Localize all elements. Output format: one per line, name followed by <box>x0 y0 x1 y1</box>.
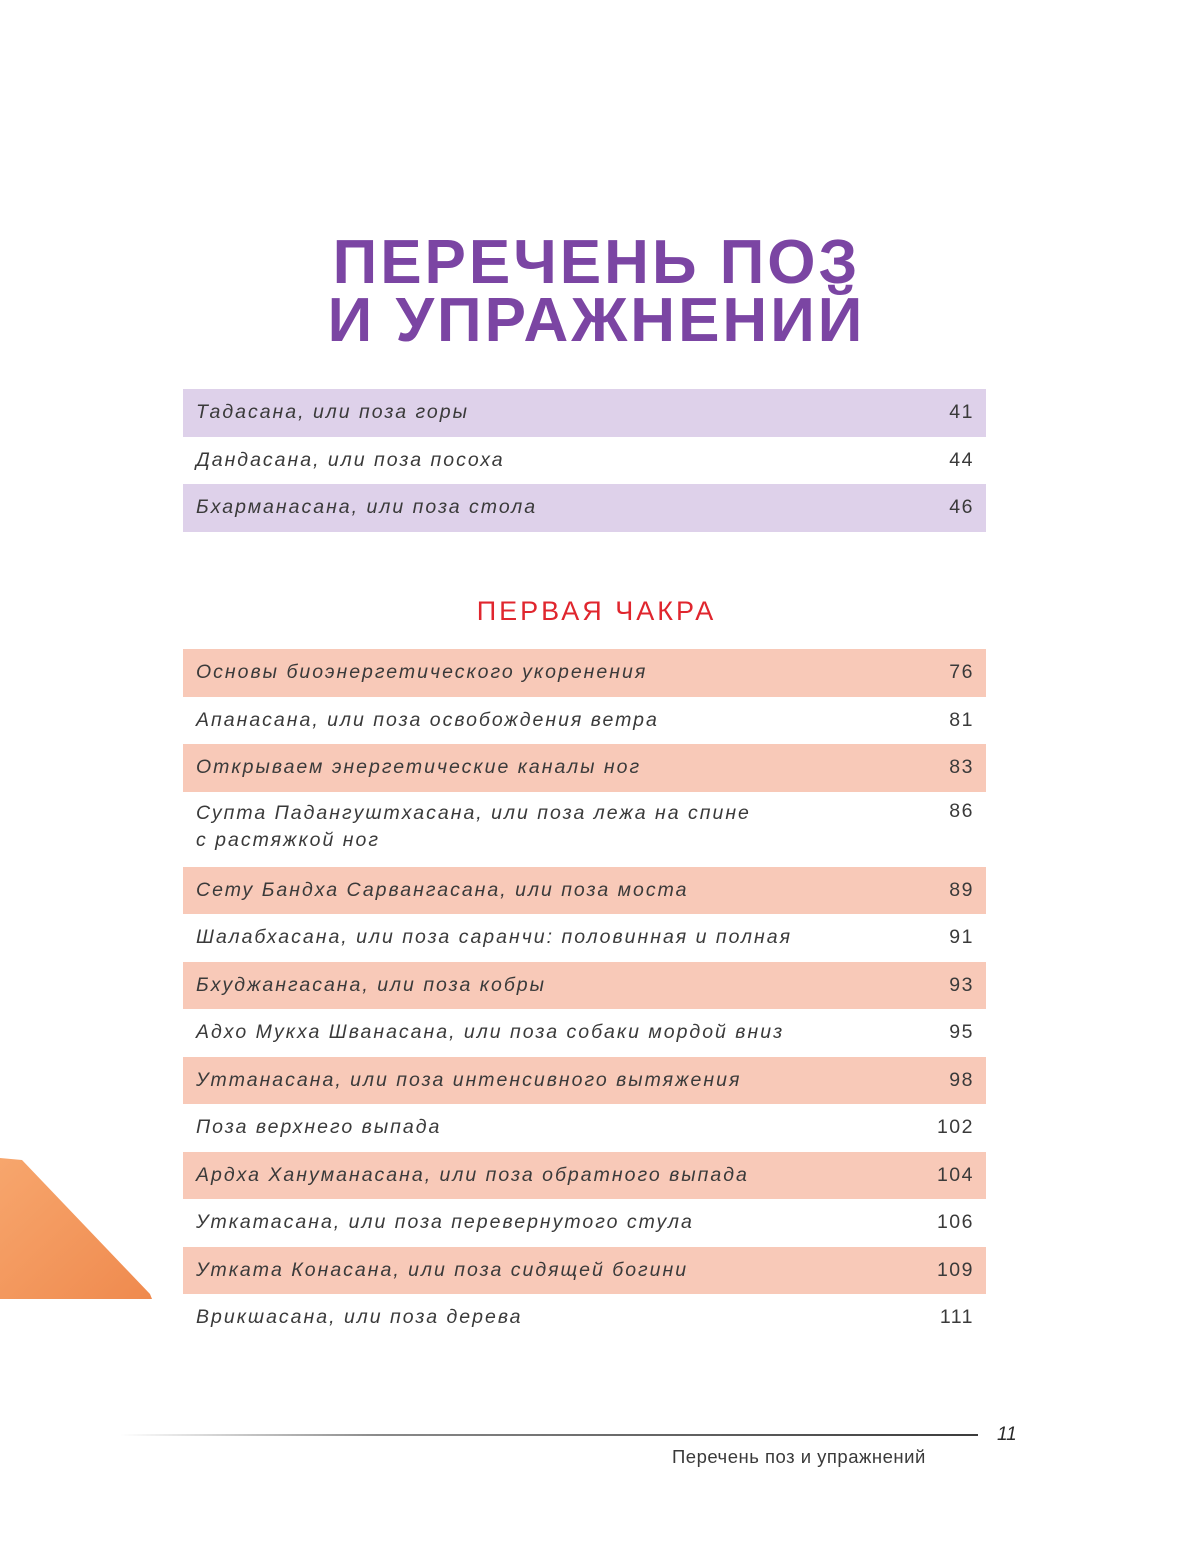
toc-entry-page: 106 <box>936 1211 974 1234</box>
toc-entry[interactable] <box>183 1152 986 1200</box>
toc-entry[interactable] <box>183 867 986 915</box>
toc-entry-page: 95 <box>949 1021 974 1044</box>
toc-entry-label: Ардха Хануманасана, или поза обратного выпада <box>196 1163 749 1186</box>
toc-entry-page: 81 <box>949 708 974 731</box>
page-title-line-1: ПЕРЕЧЕНЬ ПОЗ <box>332 228 861 297</box>
toc-entry-page: 76 <box>949 661 974 684</box>
toc-entry[interactable] <box>183 649 986 697</box>
intro-toc-list <box>183 389 986 532</box>
toc-entry-label: Уткатa Конасана, или поза сидящей богини <box>196 1258 689 1281</box>
toc-entry[interactable] <box>183 437 986 485</box>
toc-entry-label: Основы биоэнергетического укоренения <box>196 661 648 684</box>
toc-entry-label: Поза верхнего выпада <box>196 1116 442 1139</box>
page-title-line-2: И УПРАЖНЕНИЙ <box>327 286 866 355</box>
orange-triangle-decoration <box>0 1158 160 1308</box>
toc-entry-label: Врикшасана, или поза дерева <box>196 1306 523 1329</box>
toc-entry-label: Адхо Мукха Шванасана, или поза собаки мордой вниз <box>196 1021 785 1044</box>
toc-entry-label: Бхарманасана, или поза стола <box>196 496 538 519</box>
first-chakra-toc-list <box>183 649 986 1342</box>
toc-entry-page: 41 <box>949 401 974 424</box>
running-title: Перечень поз и упражнений <box>672 1446 926 1467</box>
toc-entry-label: Дандасана, или поза посоха <box>196 448 505 471</box>
toc-entry-label: Апанасана, или поза освобождения ветра <box>196 708 659 731</box>
toc-entry-label: Открываем энергетические каналы ног <box>196 756 642 779</box>
toc-entry[interactable] <box>183 1009 986 1057</box>
toc-entry[interactable] <box>183 1247 986 1295</box>
toc-entry-page: 111 <box>939 1306 974 1329</box>
toc-entry-page: 44 <box>949 448 974 471</box>
section-heading-first-chakra: ПЕРВАЯ ЧАКРА <box>476 596 717 626</box>
footer-rule <box>120 1434 978 1436</box>
toc-entry[interactable] <box>183 1199 986 1247</box>
toc-entry-page: 89 <box>949 878 974 901</box>
toc-entry[interactable] <box>183 914 986 962</box>
toc-entry[interactable] <box>183 697 986 745</box>
toc-entry-label: Супта Падангуштхасана, или поза лежа на спине с растяжкой ног <box>196 801 751 851</box>
toc-entry[interactable] <box>183 792 986 867</box>
toc-entry-label: Уткатасана, или поза перевернутого стула <box>196 1211 694 1234</box>
toc-entry-label: Уттанасана, или поза интенсивного вытяжения <box>196 1068 742 1091</box>
toc-entry[interactable] <box>183 962 986 1010</box>
toc-entry[interactable] <box>183 1294 986 1342</box>
toc-entry-page: 98 <box>949 1068 974 1091</box>
toc-entry-page: 91 <box>949 926 974 949</box>
toc-entry-page: 46 <box>949 496 974 519</box>
toc-entry[interactable] <box>183 389 986 437</box>
toc-entry-page: 102 <box>936 1116 974 1139</box>
toc-entry-label: Сету Бандха Сарвангасана, или поза моста <box>196 878 689 901</box>
toc-entry-label: Тадасана, или поза горы <box>196 401 469 424</box>
page-number: 11 <box>997 1424 1017 1445</box>
toc-entry[interactable] <box>183 1104 986 1152</box>
toc-entry-page: 104 <box>936 1163 974 1186</box>
toc-entry-label: Бхуджангасана, или поза кобры <box>196 973 546 996</box>
toc-entry-label: Шалабхасана, или поза саранчи: половинная и полная <box>196 926 793 949</box>
toc-entry[interactable] <box>183 744 986 792</box>
toc-entry-page: 83 <box>949 756 974 779</box>
toc-entry-page: 109 <box>936 1258 974 1281</box>
toc-entry-page: 93 <box>949 973 974 996</box>
toc-entry[interactable] <box>183 484 986 532</box>
toc-entry-page: 86 <box>949 799 974 822</box>
toc-entry[interactable] <box>183 1057 986 1105</box>
